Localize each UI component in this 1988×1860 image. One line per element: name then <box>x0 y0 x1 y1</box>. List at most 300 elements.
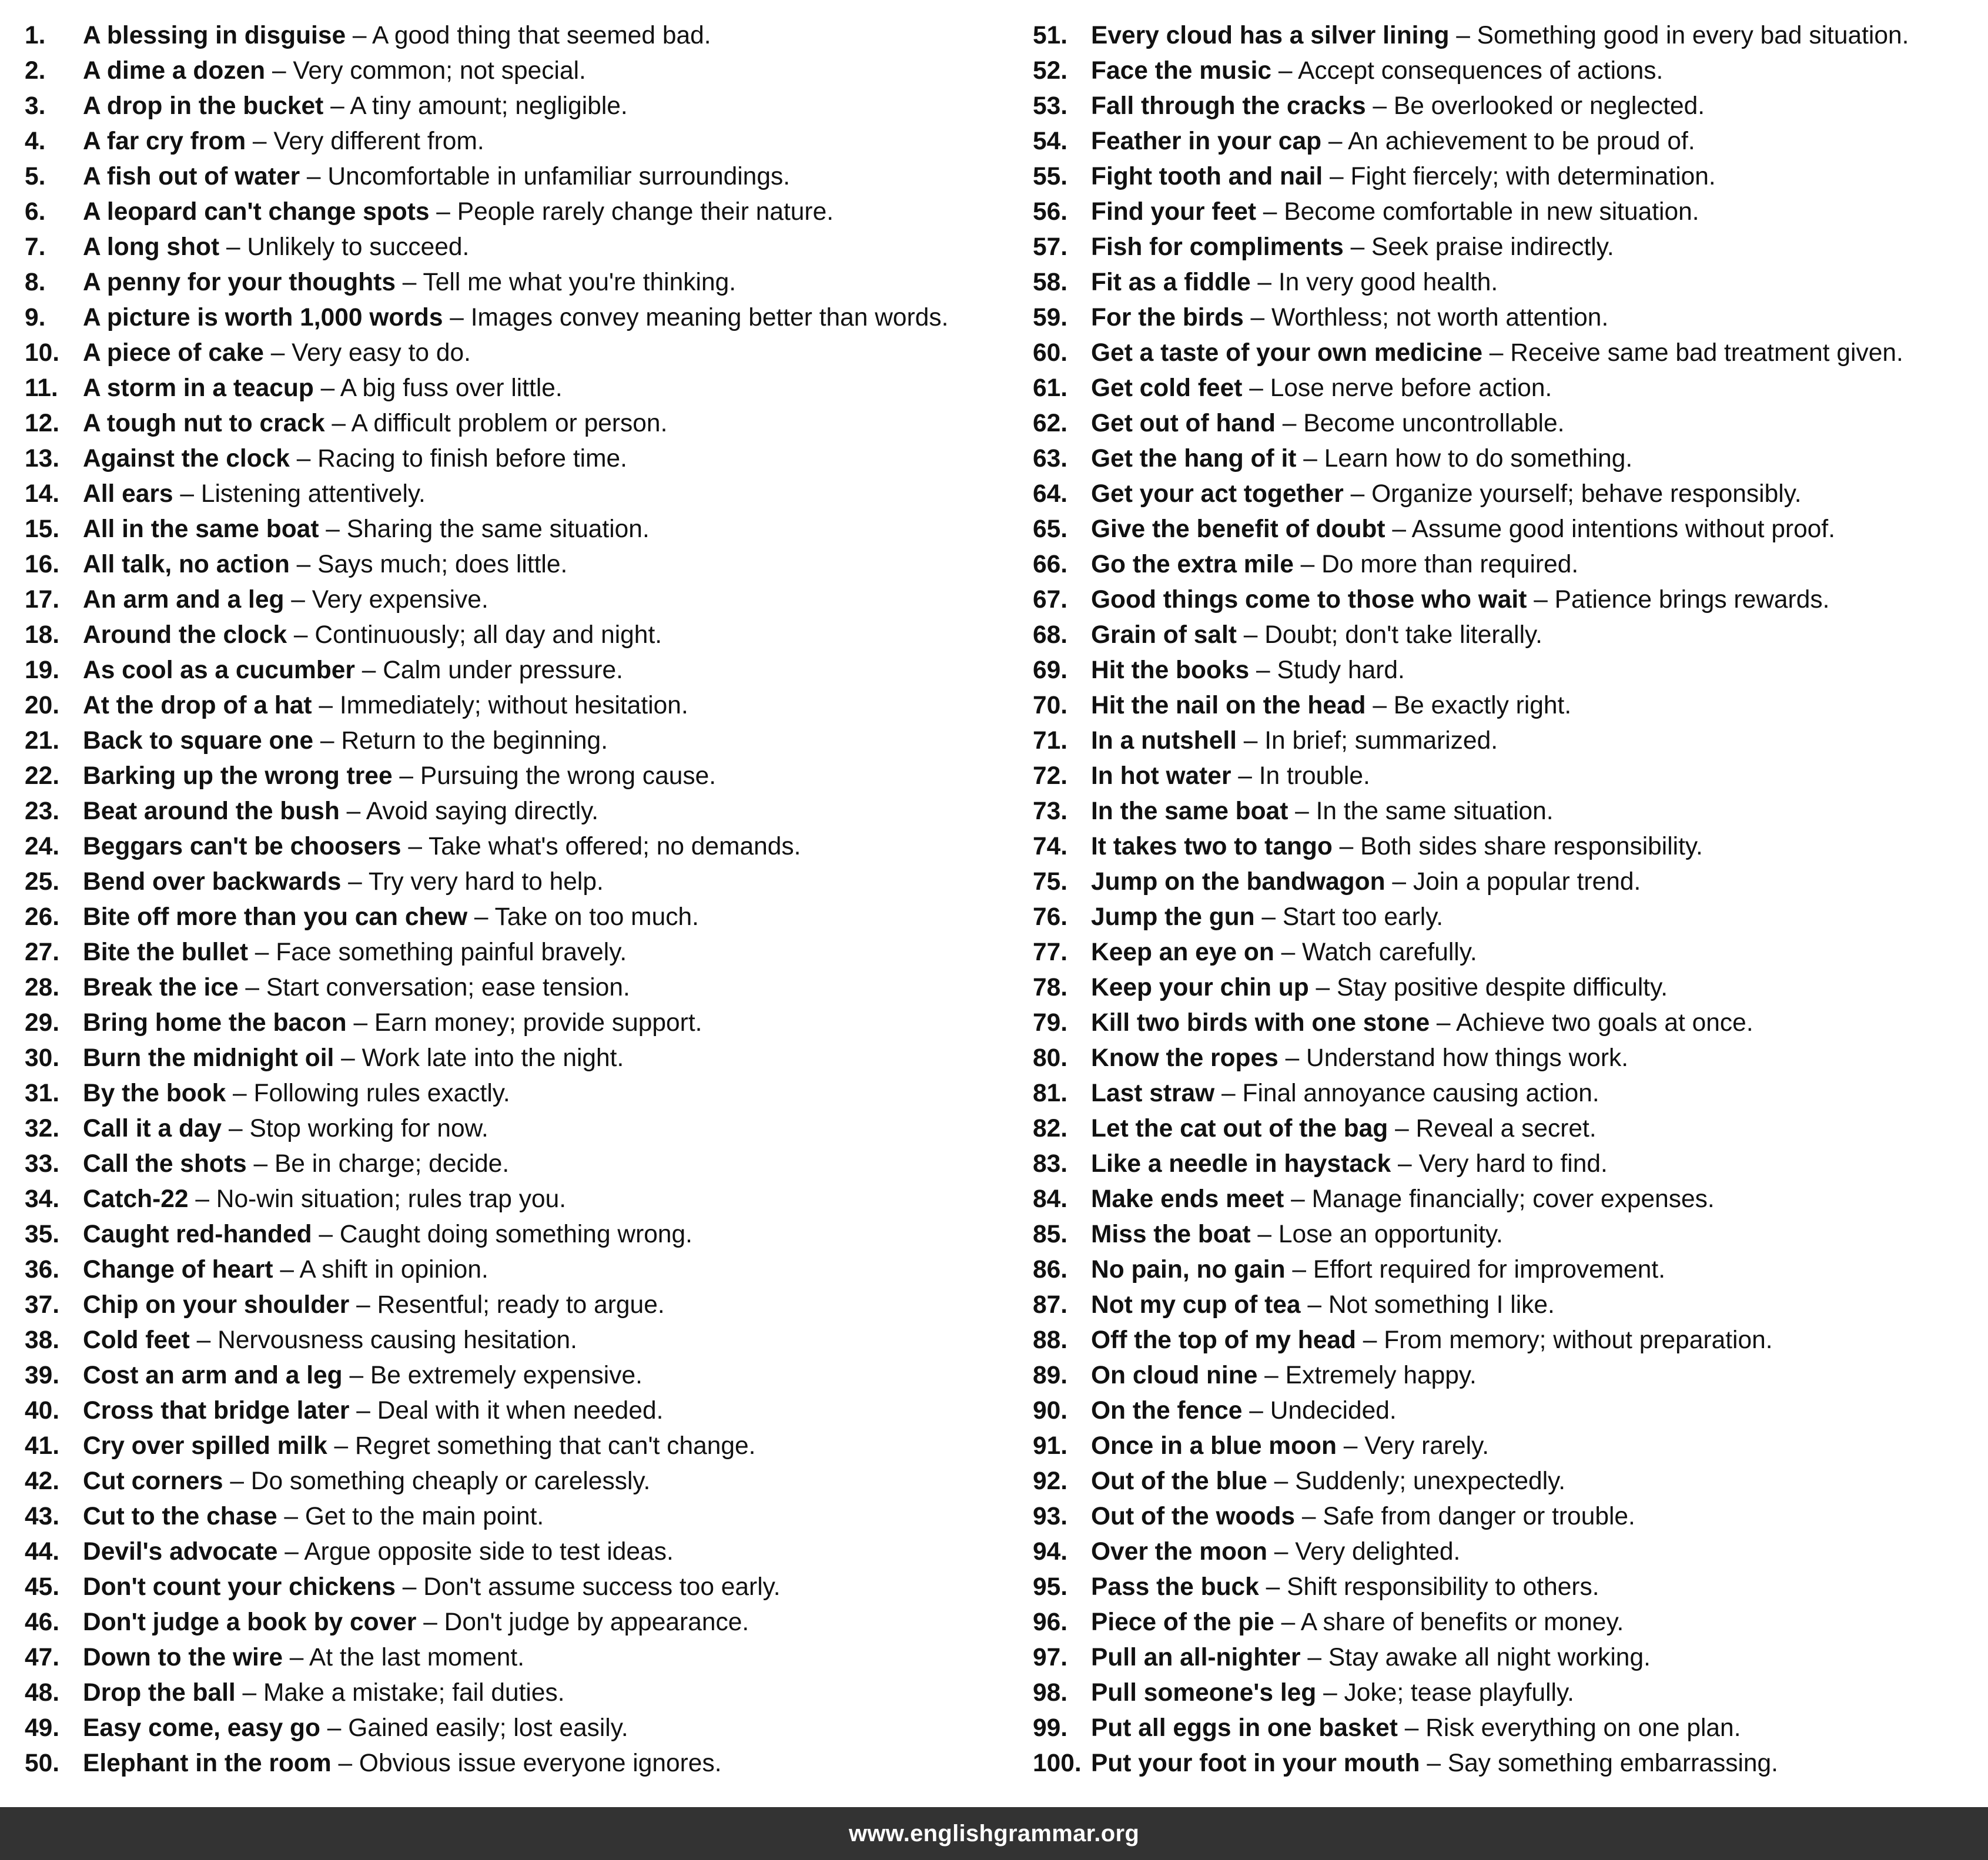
idiom-phrase: Like a needle in haystack <box>1091 1150 1391 1178</box>
idiom-phrase: Don't count your chickens <box>83 1573 396 1601</box>
idiom-entry <box>1091 547 1578 582</box>
idiom-entry <box>83 829 801 864</box>
idiom-phrase: Get the hang of it <box>1091 445 1297 472</box>
idiom-phrase: Keep your chin up <box>1091 974 1309 1001</box>
idiom-number: 40. <box>25 1397 60 1425</box>
idiom-phrase: Miss the boat <box>1091 1221 1251 1248</box>
idiom-number: 49. <box>25 1714 60 1742</box>
idiom-entry <box>1091 512 1835 547</box>
idiom-phrase: Out of the blue <box>1091 1467 1267 1495</box>
idiom-entry <box>1091 1288 1555 1323</box>
idiom-dash-separator: – <box>1308 974 1337 1001</box>
idiom-list-item <box>1033 1288 1979 1323</box>
idiom-list-item <box>1033 18 1979 53</box>
idiom-list-item <box>25 265 1000 300</box>
idiom-list-item <box>25 1429 1000 1464</box>
idiom-list-item <box>25 688 1000 723</box>
idiom-meaning: Be exactly right. <box>1393 692 1572 719</box>
idiom-dash-separator: – <box>323 92 350 120</box>
idiom-dash-separator: – <box>1250 1221 1279 1248</box>
idiom-entry <box>83 1429 755 1464</box>
idiom-meaning: A share of benefits or money. <box>1300 1608 1624 1636</box>
idiom-number: 29. <box>25 1009 60 1037</box>
idiom-list-item <box>1033 1499 1979 1534</box>
idiom-list-item <box>25 723 1000 759</box>
idiom-number: 19. <box>25 656 60 684</box>
idiom-entry <box>83 1182 566 1217</box>
idiom-dash-separator: – <box>1356 1326 1384 1354</box>
idiom-dash-separator: – <box>300 163 328 190</box>
idiom-list-item <box>25 1111 1000 1147</box>
idiom-dash-separator: – <box>223 1467 251 1495</box>
idiom-number: 73. <box>1033 797 1068 825</box>
idiom-list-item <box>1033 1358 1979 1393</box>
idiom-list-item <box>25 1252 1000 1288</box>
idiom-meaning: Achieve two goals at once. <box>1456 1009 1753 1037</box>
idiom-list-item <box>1033 1570 1979 1605</box>
idiom-dash-separator: – <box>1430 1009 1457 1037</box>
idiom-dash-separator: – <box>331 1750 359 1777</box>
idiom-number: 48. <box>25 1679 60 1707</box>
idiom-number: 60. <box>1033 339 1068 367</box>
idiom-entry <box>83 441 627 477</box>
idiom-meaning: Argue opposite side to test ideas. <box>304 1538 674 1566</box>
idiom-number: 31. <box>25 1080 60 1107</box>
idiom-dash-separator: – <box>277 1503 305 1530</box>
idiom-list-item <box>25 935 1000 970</box>
idiom-dash-separator: – <box>189 1326 218 1354</box>
idiom-phrase: Keep an eye on <box>1091 939 1274 966</box>
idiom-entry <box>83 1570 781 1605</box>
idiom-number: 89. <box>1033 1362 1068 1389</box>
idiom-entry <box>83 1746 722 1781</box>
idiom-list-item <box>1033 124 1979 159</box>
idiom-meaning: Regret something that can't change. <box>355 1432 756 1460</box>
idiom-entry <box>1091 300 1608 336</box>
idiom-entry <box>1091 1429 1489 1464</box>
idiom-entry <box>83 1252 488 1288</box>
idiom-number: 80. <box>1033 1044 1068 1072</box>
idiom-dash-separator: – <box>1527 586 1555 614</box>
idiom-number: 38. <box>25 1326 60 1354</box>
idiom-number: 81. <box>1033 1080 1068 1107</box>
idiom-phrase: Put all eggs in one basket <box>1091 1714 1398 1742</box>
idiom-phrase: Fall through the cracks <box>1091 92 1366 120</box>
idiom-phrase: Bring home the bacon <box>83 1009 347 1037</box>
idiom-dash-separator: – <box>219 233 247 261</box>
idiom-entry <box>83 1323 577 1358</box>
idiom-number: 83. <box>1033 1150 1068 1178</box>
idiom-meaning: Be in charge; decide. <box>274 1150 510 1178</box>
idiom-meaning: In trouble. <box>1259 762 1370 790</box>
idiom-meaning: Start conversation; ease tension. <box>266 974 630 1001</box>
idiom-phrase: An arm and a leg <box>83 586 285 614</box>
idiom-list-item <box>25 794 1000 829</box>
idiom-phrase: Change of heart <box>83 1256 273 1283</box>
idiom-entry <box>83 618 662 653</box>
idiom-phrase: By the book <box>83 1080 226 1107</box>
idiom-dash-separator: – <box>1397 1714 1426 1742</box>
idiom-meaning: Pursuing the wrong cause. <box>420 762 717 790</box>
idiom-meaning: Very easy to do. <box>292 339 471 367</box>
idiom-entry <box>1091 1640 1651 1675</box>
idiom-dash-separator: – <box>1300 1291 1328 1319</box>
idiom-phrase: Easy come, easy go <box>83 1714 320 1742</box>
idiom-dash-separator: – <box>284 586 312 614</box>
idiom-entry <box>83 1358 642 1393</box>
idiom-entry <box>83 1111 488 1147</box>
footer-website-link[interactable]: www.englishgrammar.org <box>848 1821 1140 1846</box>
idiom-meaning: A shift in opinion. <box>299 1256 488 1283</box>
idiom-number: 64. <box>1033 480 1068 508</box>
idiom-number: 43. <box>25 1503 60 1530</box>
idiom-phrase: Fit as a fiddle <box>1091 269 1251 296</box>
idiom-phrase: Get out of hand <box>1091 410 1276 437</box>
idiom-number: 61. <box>1033 374 1068 402</box>
idiom-number: 66. <box>1033 551 1068 578</box>
idiom-list-item <box>1033 723 1979 759</box>
idiom-phrase: Beat around the bush <box>83 797 340 825</box>
idiom-list-item <box>1033 265 1979 300</box>
idiom-dash-separator: – <box>287 621 315 649</box>
idiom-list-item <box>1033 759 1979 794</box>
idiom-list-item <box>1033 582 1979 618</box>
idiom-number: 10. <box>25 339 60 367</box>
idiom-dash-separator: – <box>1300 1644 1328 1671</box>
idiom-entry <box>83 406 667 441</box>
idiom-number: 62. <box>1033 410 1068 437</box>
idiom-phrase: Don't judge a book by cover <box>83 1608 417 1636</box>
idiom-entry <box>1091 53 1663 89</box>
idiom-entry <box>1091 1323 1773 1358</box>
idiom-meaning: Accept consequences of actions. <box>1298 57 1664 85</box>
idiom-list-item <box>1033 53 1979 89</box>
idiom-number: 74. <box>1033 833 1068 860</box>
idiom-list-item <box>1033 1252 1979 1288</box>
idiom-number: 30. <box>25 1044 60 1072</box>
idiom-dash-separator: – <box>188 1185 216 1213</box>
idiom-phrase: A far cry from <box>83 128 246 155</box>
idiom-dash-separator: – <box>349 1291 377 1319</box>
idiom-phrase: Elephant in the room <box>83 1750 332 1777</box>
idiom-entry <box>1091 1076 1599 1111</box>
idiom-entry <box>83 265 736 300</box>
idiom-list-item <box>25 18 1000 53</box>
idiom-entry <box>1091 477 1802 512</box>
idiom-dash-separator: – <box>1288 797 1316 825</box>
idiom-entry <box>83 18 711 53</box>
idiom-dash-separator: – <box>354 656 383 684</box>
idiom-entry <box>1091 371 1552 406</box>
idiom-entry <box>83 1076 510 1111</box>
idiom-number: 39. <box>25 1362 60 1389</box>
idiom-number: 100. <box>1033 1750 1082 1777</box>
idiom-meaning: Doubt; don't take literally. <box>1264 621 1542 649</box>
idiom-meaning: Stop working for now. <box>249 1115 488 1142</box>
idiom-list-item <box>1033 1182 1979 1217</box>
idiom-meaning: Caught doing something wrong. <box>339 1221 692 1248</box>
idiom-meaning: Join a popular trend. <box>1413 868 1641 896</box>
idiom-dash-separator: – <box>313 374 340 402</box>
idiom-dash-separator: – <box>327 1432 355 1460</box>
idiom-entry <box>1091 1111 1597 1147</box>
idiom-entry <box>83 723 608 759</box>
idiom-entry <box>83 1534 674 1570</box>
idiom-meaning: Be extremely expensive. <box>370 1362 642 1389</box>
idiom-list-item <box>25 1358 1000 1393</box>
idiom-number: 97. <box>1033 1644 1068 1671</box>
idiom-phrase: Face the music <box>1091 57 1272 85</box>
idiom-list-item <box>25 336 1000 371</box>
idiom-phrase: Cross that bridge later <box>83 1397 350 1425</box>
idiom-phrase: Jump the gun <box>1091 903 1255 931</box>
idiom-meaning: Face something painful bravely. <box>276 939 627 966</box>
idiom-meaning: Nervousness causing hesitation. <box>217 1326 577 1354</box>
idiom-number: 63. <box>1033 445 1068 472</box>
idiom-list-item <box>25 1640 1000 1675</box>
idiom-meaning: Very common; not special. <box>293 57 586 85</box>
idiom-entry <box>1091 195 1699 230</box>
idiom-phrase: Jump on the bandwagon <box>1091 868 1385 896</box>
idiom-number: 3. <box>25 92 46 120</box>
idiom-list-item <box>1033 618 1979 653</box>
idiom-phrase: Down to the wire <box>83 1644 283 1671</box>
idiom-dash-separator: – <box>283 1644 309 1671</box>
idiom-meaning: Something good in every bad situation. <box>1477 22 1909 49</box>
idiom-list-item <box>25 1041 1000 1076</box>
idiom-list-item <box>25 1464 1000 1499</box>
idiom-meaning: A tiny amount; negligible. <box>350 92 628 120</box>
idiom-dash-separator: – <box>265 57 293 85</box>
idiom-dash-separator: – <box>443 304 471 331</box>
idiom-list-item <box>25 124 1000 159</box>
idiom-column-left <box>25 18 1000 1781</box>
idiom-list-item <box>1033 159 1979 195</box>
idiom-number: 95. <box>1033 1573 1068 1601</box>
idiom-entry <box>1091 230 1614 265</box>
idiom-number: 77. <box>1033 939 1068 966</box>
idiom-entry <box>83 1288 665 1323</box>
idiom-entry <box>1091 124 1695 159</box>
idiom-entry <box>83 1605 749 1640</box>
idiom-number: 18. <box>25 621 60 649</box>
idiom-meaning: From memory; without preparation. <box>1384 1326 1773 1354</box>
idiom-entry <box>1091 1605 1624 1640</box>
idiom-phrase: Fight tooth and nail <box>1091 163 1323 190</box>
idiom-number: 8. <box>25 269 46 296</box>
idiom-number: 99. <box>1033 1714 1068 1742</box>
idiom-dash-separator: – <box>173 480 201 508</box>
idiom-phrase: A drop in the bucket <box>83 92 324 120</box>
idiom-list-item <box>25 371 1000 406</box>
idiom-phrase: Get cold feet <box>1091 374 1243 402</box>
idiom-dash-separator: – <box>1343 233 1372 261</box>
idiom-phrase: It takes two to tango <box>1091 833 1333 860</box>
idiom-meaning: Gained easily; lost easily. <box>348 1714 628 1742</box>
idiom-meaning: Continuously; all day and night. <box>314 621 662 649</box>
idiom-number: 52. <box>1033 57 1068 85</box>
idiom-entry <box>83 1675 565 1711</box>
idiom-phrase: Against the clock <box>83 445 290 472</box>
idiom-number: 46. <box>25 1608 60 1636</box>
idiom-dash-separator: – <box>392 762 420 790</box>
idiom-number: 44. <box>25 1538 60 1566</box>
idiom-number: 58. <box>1033 269 1068 296</box>
idiom-entry <box>83 1499 544 1534</box>
idiom-dash-separator: – <box>238 974 266 1001</box>
idiom-number: 56. <box>1033 198 1068 226</box>
idiom-list-item <box>1033 864 1979 900</box>
idiom-dash-separator: – <box>1332 833 1361 860</box>
idiom-entry <box>1091 1675 1574 1711</box>
idiom-phrase: Burn the midnight oil <box>83 1044 334 1072</box>
idiom-phrase: Hit the nail on the head <box>1091 692 1366 719</box>
idiom-meaning: Learn how to do something. <box>1324 445 1633 472</box>
footer-banner <box>0 1807 1988 1860</box>
idiom-dash-separator: – <box>1250 269 1279 296</box>
idiom-entry <box>1091 582 1829 618</box>
idiom-phrase: Cut corners <box>83 1467 223 1495</box>
idiom-number: 57. <box>1033 233 1068 261</box>
idiom-meaning: Safe from danger or trouble. <box>1323 1503 1635 1530</box>
idiom-number: 17. <box>25 586 60 614</box>
idiom-list-item <box>25 970 1000 1006</box>
idiom-entry <box>1091 1534 1460 1570</box>
idiom-list-item <box>1033 1711 1979 1746</box>
idiom-entry <box>1091 1499 1635 1534</box>
idiom-phrase: On the fence <box>1091 1397 1243 1425</box>
idiom-list-item <box>25 1711 1000 1746</box>
idiom-number: 71. <box>1033 727 1068 755</box>
idiom-meaning: Tell me what you're thinking. <box>423 269 737 296</box>
idiom-list-item <box>25 1323 1000 1358</box>
idiom-entry <box>83 1006 702 1041</box>
idiom-number: 82. <box>1033 1115 1068 1142</box>
idiom-entry <box>1091 1711 1741 1746</box>
idiom-number: 4. <box>25 128 46 155</box>
idiom-entry <box>1091 759 1370 794</box>
idiom-phrase: Barking up the wrong tree <box>83 762 393 790</box>
idiom-number: 78. <box>1033 974 1068 1001</box>
idiom-phrase: Cold feet <box>83 1326 190 1354</box>
idiom-dash-separator: – <box>429 198 457 226</box>
idiom-number: 92. <box>1033 1467 1068 1495</box>
idiom-meaning: Organize yourself; behave responsibly. <box>1371 480 1802 508</box>
idiom-number: 67. <box>1033 586 1068 614</box>
idiom-dash-separator: – <box>1267 1538 1296 1566</box>
idiom-entry <box>83 195 834 230</box>
idiom-list-item <box>25 1675 1000 1711</box>
idiom-dash-separator: – <box>1249 656 1277 684</box>
idiom-number: 16. <box>25 551 60 578</box>
idiom-dash-separator: – <box>1323 163 1351 190</box>
idiom-list-item <box>25 547 1000 582</box>
idiom-entry <box>1091 935 1477 970</box>
idiom-dash-separator: – <box>339 797 366 825</box>
idiom-meaning: Final annoyance causing action. <box>1242 1080 1599 1107</box>
idiom-number: 27. <box>25 939 60 966</box>
idiom-dash-separator: – <box>346 1009 374 1037</box>
idiom-meaning: Very expensive. <box>312 586 488 614</box>
idiom-entry <box>83 1711 628 1746</box>
idiom-number: 7. <box>25 233 46 261</box>
idiom-number: 2. <box>25 57 46 85</box>
idiom-phrase: Every cloud has a silver lining <box>1091 22 1450 49</box>
idiom-meaning: Following rules exactly. <box>253 1080 510 1107</box>
idiom-phrase: A picture is worth 1,000 words <box>83 304 443 331</box>
idiom-dash-separator: – <box>263 339 292 367</box>
idiom-meaning: Seek praise indirectly. <box>1371 233 1614 261</box>
idiom-phrase: All ears <box>83 480 173 508</box>
idiom-dash-separator: – <box>289 551 318 578</box>
idiom-meaning: Watch carefully. <box>1302 939 1477 966</box>
idiom-phrase: Over the moon <box>1091 1538 1267 1566</box>
idiom-number: 96. <box>1033 1608 1068 1636</box>
idiom-list-item <box>25 406 1000 441</box>
idiom-number: 34. <box>25 1185 60 1213</box>
idiom-list-item <box>1033 1534 1979 1570</box>
idiom-phrase: On cloud nine <box>1091 1362 1258 1389</box>
idiom-entry <box>83 970 630 1006</box>
idiom-meaning: Earn money; provide support. <box>374 1009 702 1037</box>
idiom-dash-separator: – <box>277 1538 304 1566</box>
idiom-phrase: A storm in a teacup <box>83 374 314 402</box>
idiom-entry <box>83 900 699 935</box>
idiom-number: 84. <box>1033 1185 1068 1213</box>
idiom-dash-separator: – <box>1278 1044 1307 1072</box>
idiom-meaning: Don't assume success too early. <box>423 1573 781 1601</box>
idiom-entry <box>83 1041 624 1076</box>
idiom-meaning: Lose nerve before action. <box>1270 374 1552 402</box>
idiom-list-item <box>25 230 1000 265</box>
idiom-meaning: Stay awake all night working. <box>1328 1644 1651 1671</box>
idiom-meaning: Take on too much. <box>494 903 699 931</box>
idiom-list-item <box>1033 900 1979 935</box>
idiom-phrase: Not my cup of tea <box>1091 1291 1301 1319</box>
idiom-list-item <box>25 195 1000 230</box>
idiom-list-item <box>1033 336 1979 371</box>
idiom-entry <box>83 547 567 582</box>
idiom-dash-separator: – <box>1242 374 1270 402</box>
idiom-meaning: Become uncontrollable. <box>1303 410 1565 437</box>
idiom-entry <box>83 759 716 794</box>
idiom-number: 9. <box>25 304 46 331</box>
idiom-phrase: No pain, no gain <box>1091 1256 1286 1283</box>
idiom-dash-separator: – <box>401 833 429 860</box>
idiom-dash-separator: – <box>349 1397 377 1425</box>
idiom-phrase: Chip on your shoulder <box>83 1291 350 1319</box>
idiom-list-item <box>25 1076 1000 1111</box>
idiom-entry <box>1091 1393 1397 1429</box>
idiom-phrase: Go the extra mile <box>1091 551 1294 578</box>
idiom-dash-separator: – <box>1285 1256 1313 1283</box>
idiom-meaning: In the same situation. <box>1316 797 1554 825</box>
idiom-number: 98. <box>1033 1679 1068 1707</box>
idiom-phrase: As cool as a cucumber <box>83 656 355 684</box>
idiom-phrase: Feather in your cap <box>1091 128 1322 155</box>
idiom-entry <box>83 688 688 723</box>
idiom-list-item <box>1033 512 1979 547</box>
idiom-dash-separator: – <box>1295 1503 1323 1530</box>
idiom-entry <box>1091 336 1903 371</box>
idiom-dash-separator: – <box>226 1080 254 1107</box>
idiom-dash-separator: – <box>222 1115 250 1142</box>
idiom-entry <box>1091 653 1405 688</box>
idiom-entry <box>83 794 598 829</box>
idiom-entry <box>83 371 563 406</box>
idiom-meaning: Reveal a secret. <box>1415 1115 1597 1142</box>
idiom-list-item <box>1033 1111 1979 1147</box>
